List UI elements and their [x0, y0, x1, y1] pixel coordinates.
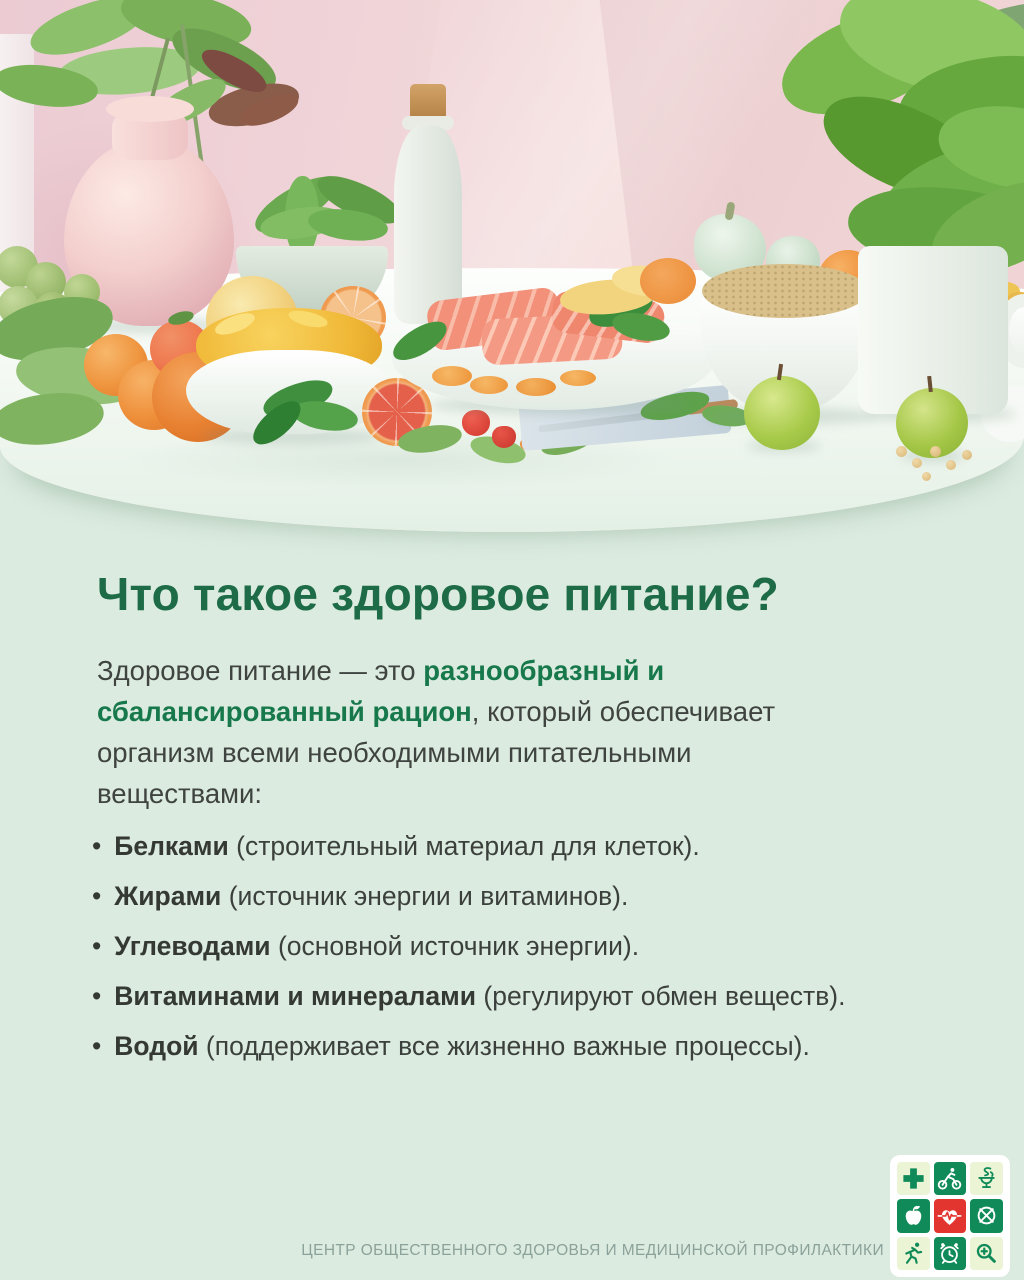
bullet-dot: •	[92, 1031, 102, 1061]
heart-pulse-icon	[936, 1202, 963, 1229]
decor-shape	[702, 264, 868, 318]
list-item	[92, 880, 972, 913]
nutrient-desc: (поддерживает все жизненно важные процессы).	[198, 1031, 810, 1061]
no-sign-icon	[973, 1202, 1000, 1229]
decor-shape	[991, 1172, 993, 1176]
logo-tile	[897, 1237, 930, 1270]
decor-shape	[912, 1248, 915, 1250]
decor-shape	[943, 1177, 957, 1185]
logo-tile	[897, 1199, 930, 1232]
nutrient-term: Белками	[114, 831, 229, 861]
list-item	[92, 1030, 972, 1063]
decor-shape	[955, 1243, 958, 1246]
decor-shape	[915, 1242, 919, 1246]
nutrient-term: Водой	[114, 1031, 199, 1061]
lead-text-line4: веществами:	[97, 777, 263, 809]
decor-shape	[948, 1173, 955, 1176]
hygieia-bowl-icon	[973, 1165, 1000, 1192]
decor-shape	[962, 450, 972, 460]
bullet-dot: •	[92, 981, 102, 1011]
runner-icon	[900, 1240, 927, 1267]
list-item	[92, 830, 972, 863]
nutrient-desc: (регулируют обмен веществ).	[476, 981, 846, 1011]
decor-shape	[560, 370, 596, 386]
alarm-clock-icon	[936, 1240, 963, 1267]
lead-text-after: , который обеспечивает	[471, 695, 776, 727]
decor-shape	[432, 366, 472, 386]
decor-shape	[912, 458, 922, 468]
decor-shape	[492, 426, 516, 448]
decor-shape	[896, 446, 907, 457]
decor-shape	[980, 1210, 993, 1223]
decor-shape	[950, 1251, 953, 1256]
bullet-dot: •	[92, 931, 102, 961]
magnifier-plus-icon	[973, 1240, 1000, 1267]
list-item	[92, 930, 972, 963]
decor-shape	[470, 376, 508, 394]
list-item	[92, 980, 972, 1013]
logo-tile	[934, 1199, 967, 1232]
nutrient-desc: (основной источник энергии).	[270, 931, 640, 961]
decor-shape	[462, 410, 490, 436]
bullet-dot: •	[92, 831, 102, 861]
lead-paragraph	[97, 650, 957, 814]
nutrient-desc: (источник энергии и витаминов).	[221, 881, 629, 911]
hero-photo	[0, 0, 1024, 532]
logo-tile	[934, 1162, 967, 1195]
nutrient-desc: (строительный материал для клеток).	[228, 831, 700, 861]
logo-tile	[970, 1237, 1003, 1270]
logo-tile	[934, 1237, 967, 1270]
footer-org-text: ЦЕНТР ОБЩЕСТВЕННОГО ЗДОРОВЬЯ И МЕДИЦИНСКОЙ ПРОФИЛАКТИКИ	[301, 1242, 884, 1259]
decor-shape	[985, 1168, 991, 1175]
nutrient-term: Жирами	[114, 881, 222, 911]
decor-shape	[516, 378, 556, 396]
decor-shape	[911, 1256, 916, 1262]
medical-cross-icon	[900, 1165, 927, 1192]
page-title: Что такое здоровое питание?	[97, 567, 779, 620]
lead-highlight-line1: разнообразный и	[423, 654, 665, 686]
lead-text: Здоровое питание — это	[97, 654, 424, 686]
decor-shape	[903, 1169, 923, 1189]
lead-text-line3: организм всеми необходимыми питательными	[97, 736, 692, 768]
org-logo	[890, 1155, 1010, 1277]
decor-shape	[906, 1211, 922, 1225]
logo-tile	[897, 1162, 930, 1195]
bullet-dot: •	[92, 881, 102, 911]
nutrient-term: Витаминами и минералами	[114, 981, 477, 1011]
nutrients-list	[92, 830, 972, 1080]
decor-shape	[906, 1252, 910, 1254]
lead-highlight-line2: сбалансированный рацион	[97, 695, 472, 727]
decor-shape	[640, 258, 696, 304]
logo-tile	[970, 1162, 1003, 1195]
decor-shape	[922, 472, 931, 481]
decor-shape	[942, 1243, 945, 1246]
decor-shape	[106, 96, 194, 122]
logo-tile	[970, 1199, 1003, 1232]
decor-shape	[946, 460, 956, 470]
decor-shape	[989, 1256, 994, 1261]
cyclist-icon	[936, 1165, 963, 1192]
decor-shape	[930, 446, 941, 457]
apple-icon	[900, 1202, 927, 1229]
decor-shape	[951, 1168, 955, 1172]
decor-shape	[394, 126, 462, 324]
nutrient-term: Углеводами	[114, 931, 271, 961]
decor-shape	[982, 1248, 987, 1253]
green-apple	[744, 376, 820, 450]
